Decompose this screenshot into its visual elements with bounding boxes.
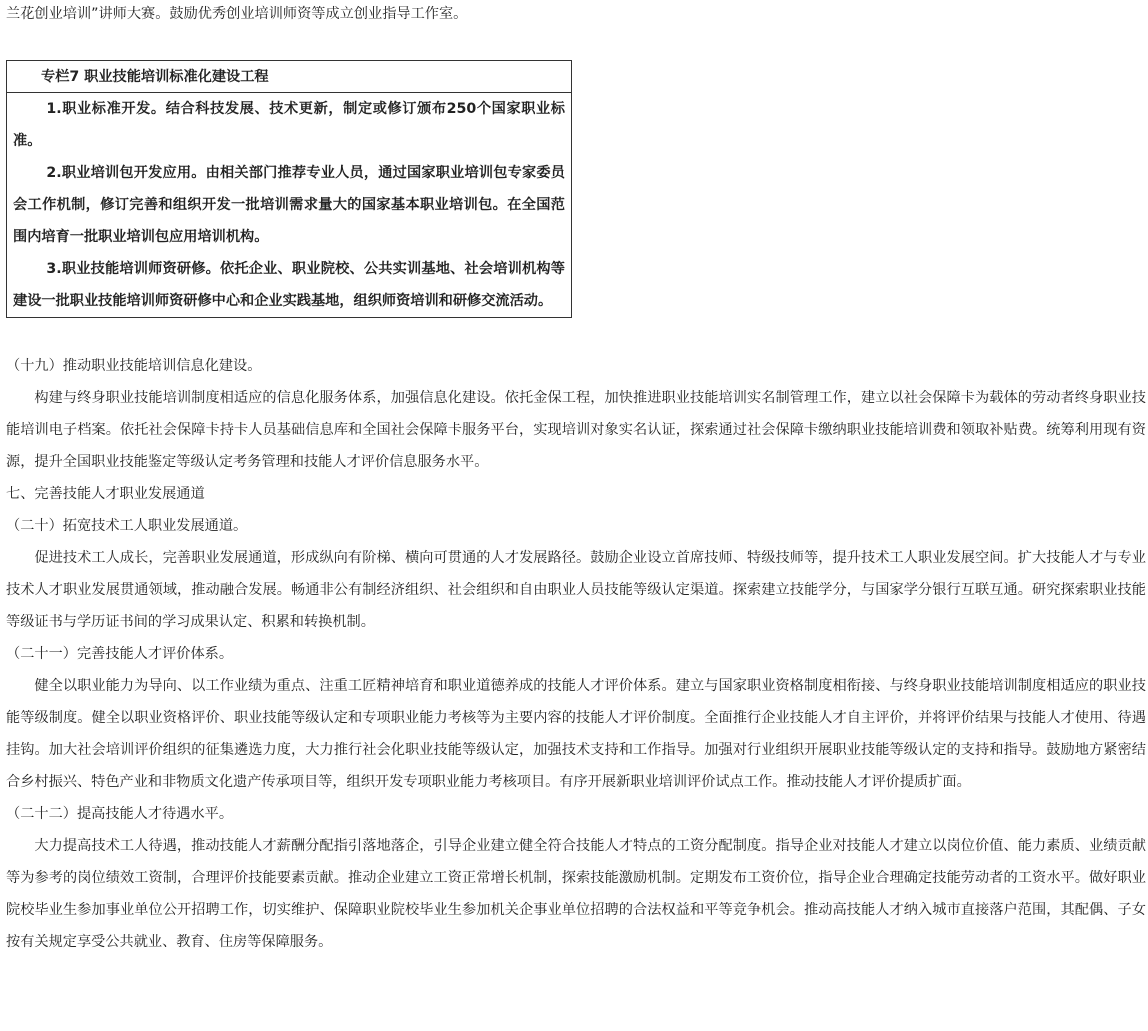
section-heading-20: （二十）拓宽技术工人职业发展通道。 bbox=[6, 518, 248, 534]
column-box-item-1: 1.职业标准开发。结合科技发展、技术更新，制定或修订颁布250个国家职业标准。 bbox=[13, 101, 565, 149]
chapter-heading-7: 七、完善技能人才职业发展通道 bbox=[6, 486, 205, 502]
section-body-21: 健全以职业能力为导向、以工作业绩为重点、注重工匠精神培育和职业道德养成的技能人才评价体系。建立与国家职业资格制度相衔接、与终身职业技能培训制度相适应的职业技能等级制度。健全以职业资格评价、职业技能等级认定和专项职业能力考核等为主要内容的技能人才评价制度。全面推行企业技能人才自主评价，并将评价结果与技能人才使用、待遇挂钩。加大社会培训评价组织的征集遴选力度，大力推行社会化职业技能等级认定，加强技术支持和工作指导。加强对行业组织开展职业技能等级认定的支持和指导。鼓励地方紧密结合乡村振兴、特色产业和非物质文化遗产传承项目等，组织开发专项职业能力考核项目。有序开展新职业培训评价试点工作。推动技能人才评价提质扩面。 bbox=[6, 678, 1146, 790]
main-content bbox=[6, 350, 1146, 958]
section-body-22: 大力提高技术工人待遇，推动技能人才薪酬分配指引落地落企，引导企业建立健全符合技能人才特点的工资分配制度。指导企业对技能人才建立以岗位价值、能力素质、业绩贡献等为参考的岗位绩效工资制，合理评价技能要素贡献。推动企业建立工资正常增长机制，探索技能激励机制。定期发布工资价位，指导企业合理确定技能劳动者的工资水平。做好职业院校毕业生参加事业单位公开招聘工作，切实维护、保障职业院校毕业生参加机关企事业单位招聘的合法权益和平等竞争机会。推动高技能人才纳入城市直接落户范围，其配偶、子女按有关规定享受公共就业、教育、住房等保障服务。 bbox=[6, 838, 1146, 950]
section-heading-21: （二十一）完善技能人才评价体系。 bbox=[6, 646, 234, 662]
column-box-item-2: 2.职业培训包开发应用。由相关部门推荐专业人员，通过国家职业培训包专家委员会工作机制，修订完善和组织开发一批培训需求量大的国家基本职业培训包。在全国范围内培育一批职业培训包应用培训机构。 bbox=[13, 165, 565, 245]
column-box-title: 专栏7 职业技能培训标准化建设工程 bbox=[7, 61, 571, 93]
section-heading-19: （十九）推动职业技能培训信息化建设。 bbox=[6, 358, 262, 374]
document-page bbox=[6, 0, 1146, 958]
section-body-19: 构建与终身职业技能培训制度相适应的信息化服务体系，加强信息化建设。依托金保工程，加快推进职业技能培训实名制管理工作，建立以社会保障卡为载体的劳动者终身职业技能培训电子档案。依托社会保障卡持卡人员基础信息库和全国社会保障卡服务平台，实现培训对象实名认证，探索通过社会保障卡缴纳职业技能培训费和领取补贴费。统筹利用现有资源，提升全国职业技能鉴定等级认定考务管理和技能人才评价信息服务水平。 bbox=[6, 390, 1146, 470]
section-heading-22: （二十二）提高技能人才待遇水平。 bbox=[6, 806, 234, 822]
column-box-body bbox=[13, 93, 565, 317]
column-box-7 bbox=[6, 60, 572, 318]
intro-paragraph: 兰花创业培训”讲师大赛。鼓励优秀创业培训师资等成立创业指导工作室。 bbox=[6, 6, 468, 22]
section-body-20: 促进技术工人成长，完善职业发展通道，形成纵向有阶梯、横向可贯通的人才发展路径。鼓励企业设立首席技师、特级技师等，提升技术工人职业发展空间。扩大技能人才与专业技术人才职业发展贯通领域，推动融合发展。畅通非公有制经济组织、社会组织和自由职业人员技能等级认定渠道。探索建立技能学分，与国家学分银行互联互通。研究探索职业技能等级证书与学历证书间的学习成果认定、积累和转换机制。 bbox=[6, 550, 1146, 630]
column-box-item-3: 3.职业技能培训师资研修。依托企业、职业院校、公共实训基地、社会培训机构等建设一批职业技能培训师资研修中心和企业实践基地，组织师资培训和研修交流活动。 bbox=[13, 261, 565, 309]
